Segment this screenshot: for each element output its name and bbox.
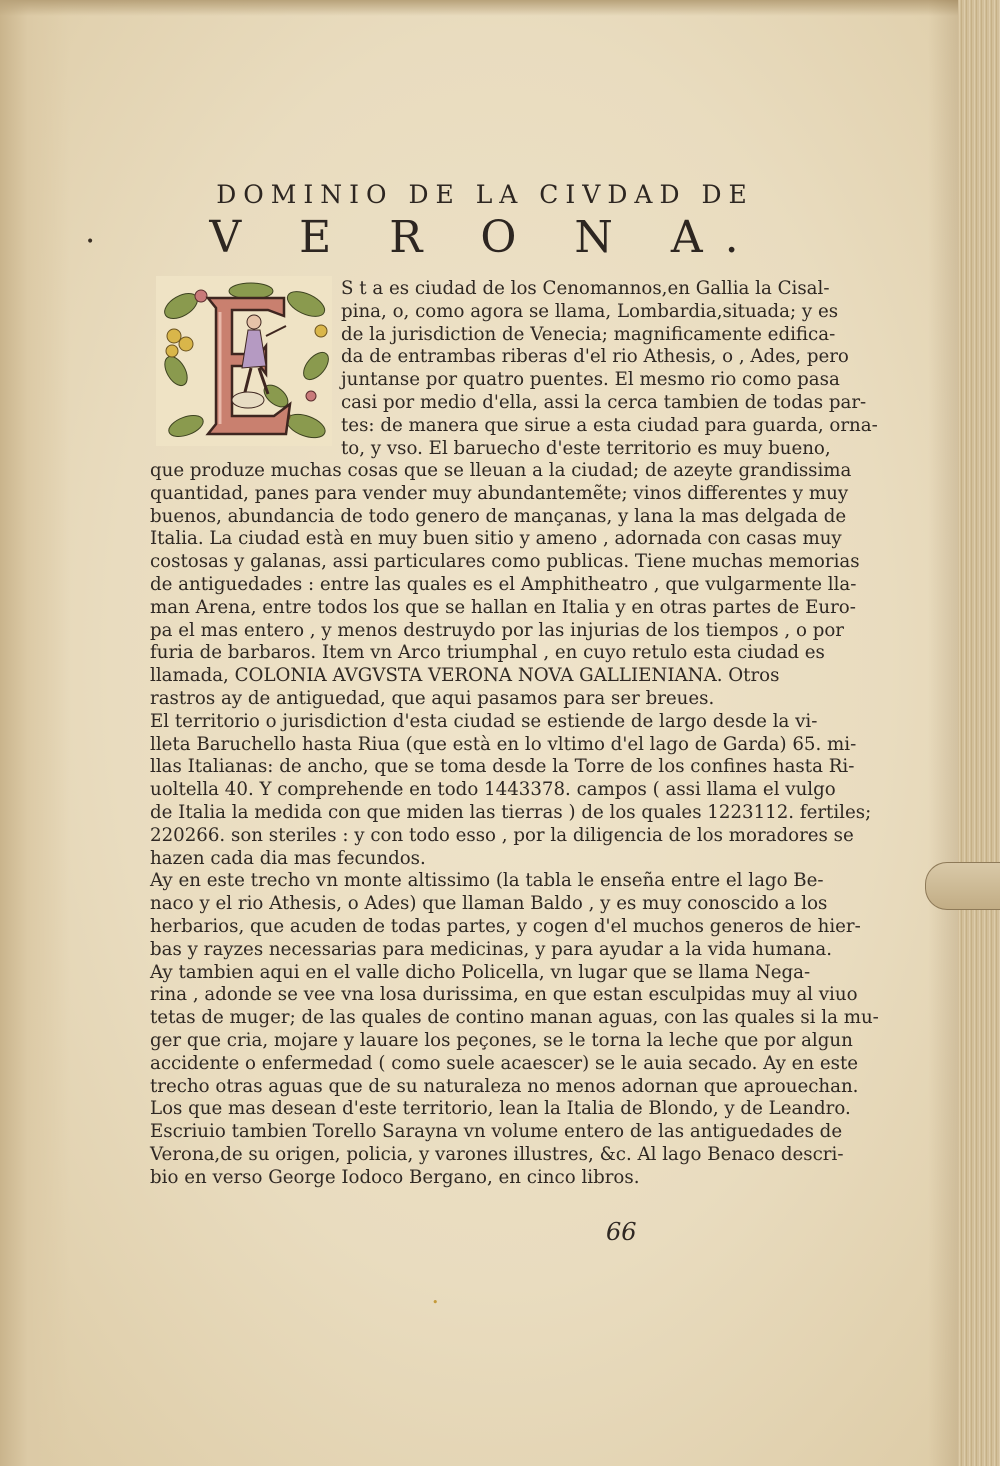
text-line: llas Italianas: de ancho, que se toma desde la Torre de los confines hasta Ri-: [150, 756, 855, 778]
page-tab-marker: [925, 862, 1000, 910]
page-heading: DOMINIO DE LA CIVDAD DE: [216, 180, 754, 209]
text-line: to, y vso. El baruecho d'este territorio es muy bueno,: [341, 437, 831, 459]
decorated-initial: [156, 276, 332, 446]
top-edge-shadow: [0, 0, 1000, 16]
text-line: de antiguedades : entre las quales es el Amphitheatro , que vulgarmente lla-: [150, 573, 857, 595]
text-line: pina, o, como agora se llama, Lombardia,situada; y es: [341, 300, 839, 322]
text-line: tetas de muger; de las quales de contino manan aguas, con las quales si la mu-: [150, 1007, 879, 1029]
text-line: trecho otras aguas que de su naturaleza no menos adornan que aprouechan.: [150, 1075, 859, 1097]
text-line: lleta Baruchello hasta Riua (que està en lo vltimo d'el lago de Garda) 65. mi-: [150, 733, 857, 755]
text-line: de la jurisdiction de Venecia; magnificamente edifica-: [341, 323, 836, 345]
text-line: naco y el rio Athesis, o Ades) que llaman Baldo , y es muy conoscido a los: [150, 893, 828, 915]
margin-mark: •: [86, 234, 95, 250]
text-line: El territorio o jurisdiction d'esta ciudad se estiende de largo desde la vi-: [150, 710, 818, 732]
text-line: S t a es ciudad de los Cenomannos,en Gallia la Cisal-: [341, 278, 830, 299]
text-line: Verona,de su origen, policia, y varones illustres, &c. Al lago Benaco descri-: [150, 1143, 844, 1165]
text-line: uoltella 40. Y comprehende en todo 1443378. campos ( assi llama el vulgo: [150, 779, 836, 801]
text-line: de Italia la medida con que miden las tierras ) de los quales 1223112. fertiles;: [150, 801, 872, 823]
text-line: quantidad, panes para vender muy abundantemẽte; vinos differentes y muy: [150, 482, 849, 504]
text-line: llamada, COLONIA AVGVSTA VERONA NOVA GALLIENIANA. Otros: [150, 665, 780, 687]
text-line: Los que mas desean d'este territorio, lean la Italia de Blondo, y de Leandro.: [150, 1098, 851, 1120]
page-fore-edge: [958, 0, 1000, 1466]
text-line: pa el mas entero , y menos destruydo por las injurias de los tiempos , o por: [150, 619, 845, 641]
text-line: rastros ay de antiguedad, que aqui pasamos para ser breues.: [150, 687, 715, 709]
text-line: Ay tambien aqui en el valle dicho Policella, vn lugar que se llama Nega-: [150, 961, 811, 983]
text-line: accidente o enfermedad ( como suele acaescer) se le auia secado. Ay en este: [150, 1052, 859, 1074]
text-line: buenos, abundancia de todo genero de mançanas, y lana la mas delgada de: [150, 505, 847, 527]
text-line: da de entrambas riberas d'el rio Athesis, o , Ades, pero: [341, 346, 849, 368]
fore-edge-shadow: [928, 0, 958, 1466]
text-line: tes: de manera que sirue a esta ciudad para guarda, orna-: [341, 414, 878, 436]
text-line: costosas y galanas, assi particulares como publicas. Tiene muchas memorias: [150, 551, 860, 573]
book-gutter: [0, 0, 70, 1466]
text-line: Escriuio tambien Torello Sarayna vn volume entero de las antiguedades de: [150, 1121, 843, 1143]
text-line: Ay en este trecho vn monte altissimo (la tabla le enseña entre el lago Be-: [150, 870, 824, 892]
text-line: Italia. La ciudad està en muy buen sitio y ameno , adornada con casas muy: [150, 528, 842, 550]
text-line: casi por medio d'ella, assi la cerca tambien de todas par-: [341, 391, 867, 413]
text-line: rina , adonde se vee vna losa durissima, en que estan esculpidas muy al viuo: [150, 984, 858, 1006]
text-line: man Arena, entre todos los que se hallan en Italia y en otras partes de Euro-: [150, 596, 856, 618]
page-number: 66: [606, 1218, 637, 1246]
text-line: juntanse por quatro puentes. El mesmo rio como pasa: [341, 369, 840, 391]
text-line: que produze muchas cosas que se lleuan a la ciudad; de azeyte grandissima: [150, 460, 852, 481]
text-line: furia de barbaros. Item vn Arco triumphal , en cuyo retulo esta ciudad es: [150, 642, 825, 664]
foot-mark: •: [432, 1296, 439, 1309]
text-line: ger que cria, mojare y lauare los peçones, se le torna la leche que por algun: [150, 1029, 853, 1051]
body-text: [150, 460, 879, 1190]
text-line: 220266. son steriles : y con todo esso , por la diligencia de los moradores se: [150, 824, 854, 846]
page-title: V E R O N A.: [209, 212, 761, 263]
text-line: hazen cada dia mas fecundos.: [150, 847, 426, 869]
paragraph-1: [341, 278, 878, 460]
text-line: herbarios, que acuden de todas partes, y cogen d'el muchos generos de hier-: [150, 915, 861, 937]
text-line: bas y rayzes necessarias para medicinas, y para ayudar a la vida humana.: [150, 938, 832, 960]
text-line: bio en verso George Iodoco Bergano, en cinco libros.: [150, 1166, 640, 1188]
